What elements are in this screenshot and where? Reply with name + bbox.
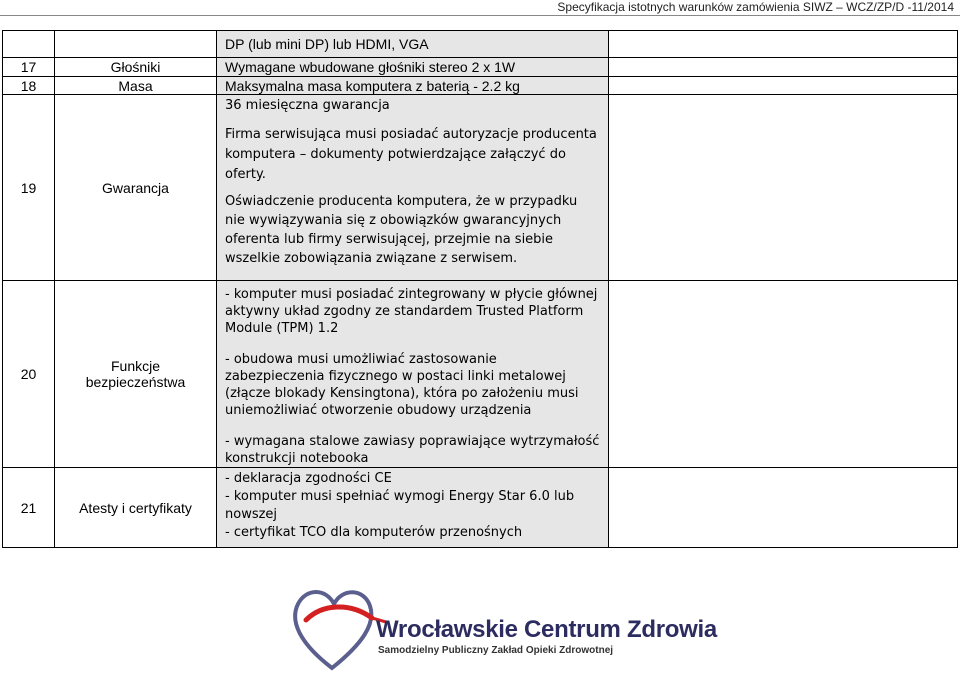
logo-subtitle: Samodzielny Publiczny Zakład Opieki Zdrowotnej xyxy=(378,645,614,656)
offer-cell xyxy=(609,468,958,548)
row-name: Głośniki xyxy=(55,58,217,77)
hinge-requirement: - wymagana stalowe zawiasy poprawiające wytrzymałość konstrukcji notebooka xyxy=(225,434,600,466)
row-number: 18 xyxy=(3,77,55,95)
row-description xyxy=(217,95,609,281)
row-name-line: Funkcje xyxy=(110,358,161,374)
row-description: Wymagane wbudowane głośniki stereo 2 x 1W xyxy=(217,58,609,77)
row-number: 21 xyxy=(3,468,55,548)
row-name-line: bezpieczeństwa xyxy=(85,374,186,390)
offer-cell xyxy=(609,31,958,58)
row-name: Gwarancja xyxy=(55,95,217,281)
table-row xyxy=(3,58,958,77)
row-name: Atesty i certyfikaty xyxy=(55,468,217,548)
organization-logo xyxy=(288,580,717,675)
tpm-requirement: - komputer musi posiadać zintegrowany w płycie głównej aktywny układ zgodny ze standardem Trusted Platform Module (TPM) 1.2 xyxy=(225,287,598,336)
table-row xyxy=(3,31,958,58)
header-rule xyxy=(0,15,960,16)
offer-cell xyxy=(609,95,958,281)
table-row xyxy=(3,281,958,468)
row-name xyxy=(55,281,217,468)
row-description: Maksymalna masa komputera z baterią - 2.2 kg xyxy=(217,77,609,95)
row-description: DP (lub mini DP) lub HDMI, VGA xyxy=(217,31,609,58)
ce-declaration: - deklaracja zgodności CE xyxy=(225,471,392,486)
row-number-cell xyxy=(3,31,55,58)
offer-cell xyxy=(609,58,958,77)
page-header-title: Specyfikacja istotnych warunków zamówienia SIWZ – WCZ/ZP/D -11/2014 xyxy=(557,0,954,14)
row-number: 17 xyxy=(3,58,55,77)
table-row xyxy=(3,468,958,548)
manufacturer-statement: Oświadczenie producenta komputera, że w przypadku nie wywiązywania się z obowiązków gwarancyjnych oferenta lub firmy serwisującej, przejmie na siebie wszelkie zobowiązania związane z serwisem. xyxy=(225,194,578,266)
warranty-period: 36 miesięczna gwarancja xyxy=(225,98,390,113)
offer-cell xyxy=(609,77,958,95)
specification-table xyxy=(2,30,958,548)
table-row xyxy=(3,95,958,281)
kensington-requirement: - obudowa musi umożliwiać zastosowanie zabezpieczenia fizycznego w postaci linki metalowej (złącze blokady Kensingtona), która po założeniu musi uniemożliwiać otworzenie obudowy urządzenia xyxy=(225,352,579,418)
logo-title: Wrocławskie Centrum Zdrowia xyxy=(376,616,717,643)
row-description xyxy=(217,468,609,548)
table-row xyxy=(3,77,958,95)
row-name: Masa xyxy=(55,77,217,95)
offer-cell xyxy=(609,281,958,468)
row-number: 19 xyxy=(3,95,55,281)
service-authorization: Firma serwisująca musi posiadać autoryzacje producenta komputera – dokumenty potwierdzające załączyć do oferty. xyxy=(225,127,597,182)
tco-certificate: - certyfikat TCO dla komputerów przenośnych xyxy=(225,525,523,540)
row-description xyxy=(217,281,609,468)
energy-star-requirement: - komputer musi spełniać wymogi Energy Star 6.0 lub nowszej xyxy=(225,489,575,522)
row-name-cell xyxy=(55,31,217,58)
row-number: 20 xyxy=(3,281,55,468)
